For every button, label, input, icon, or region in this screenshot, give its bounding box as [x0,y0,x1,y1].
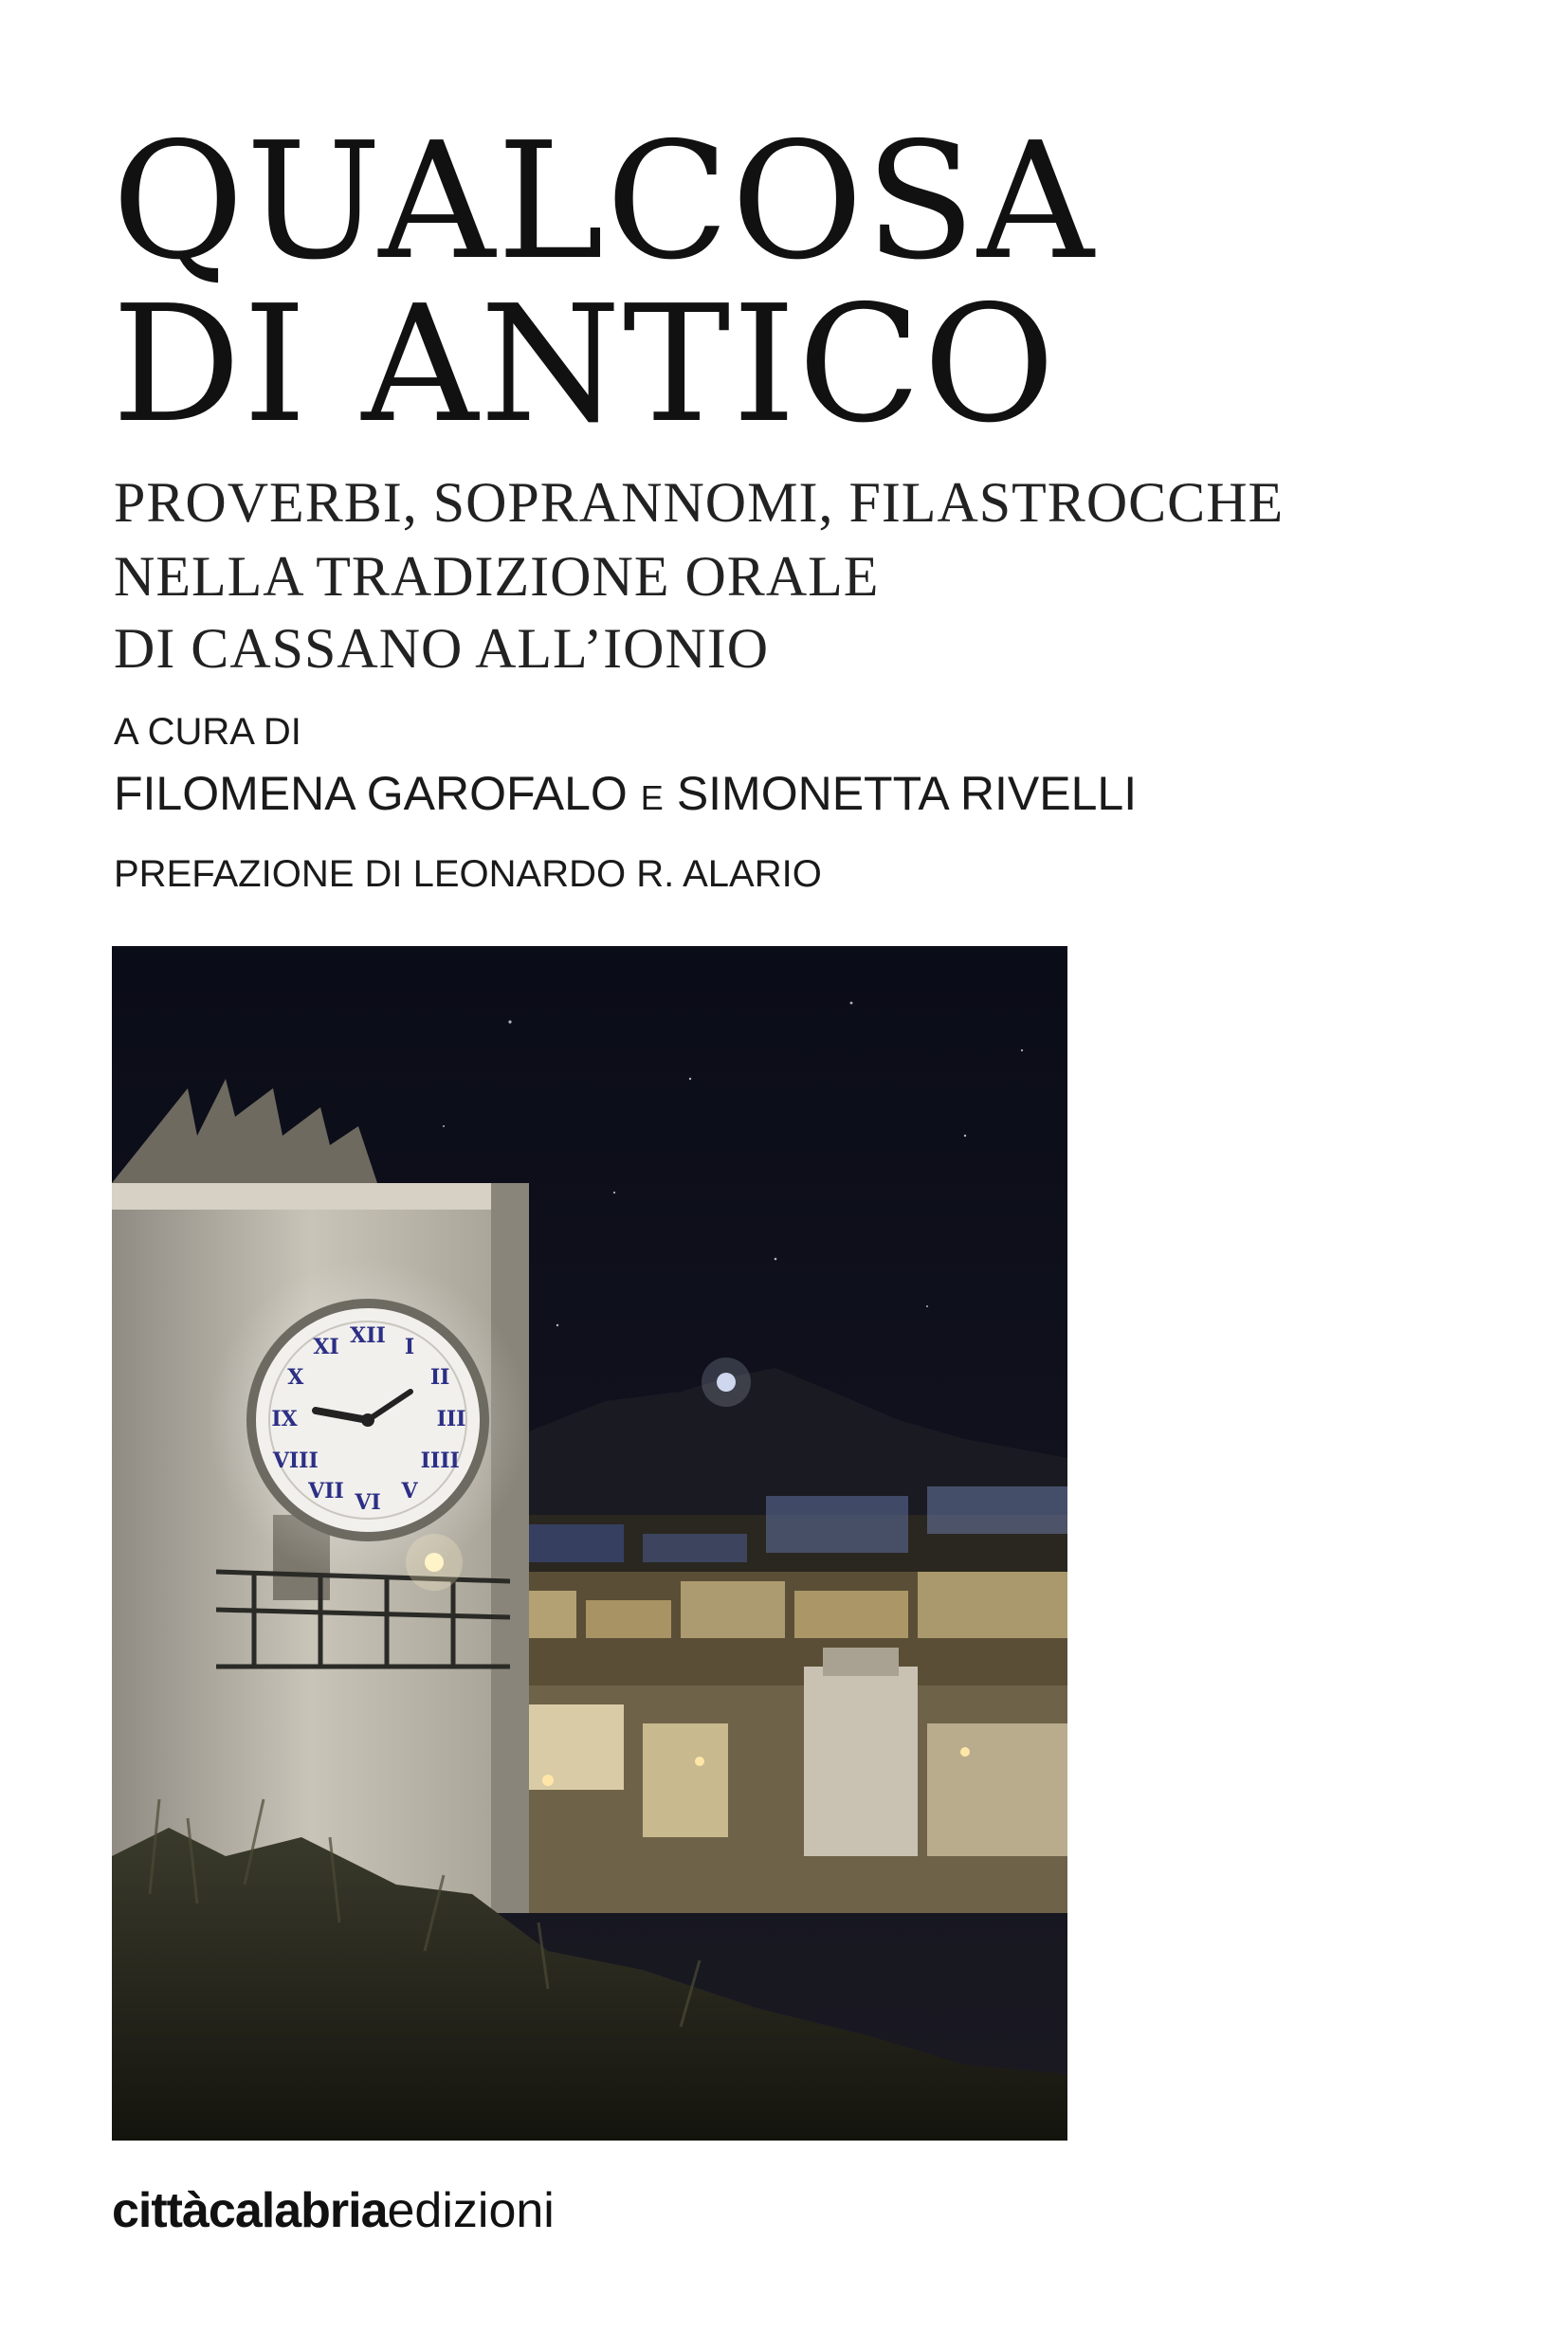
editors-label: A CURA DI [114,711,301,753]
book-title-line-1: QUALCOSA [112,108,1096,296]
clock-numeral-5: V [401,1479,418,1504]
clock-numeral-12: XII [350,1323,386,1348]
editor-name-1: FILOMENA GAROFALO [114,767,628,820]
clock-face [207,1259,529,1581]
editor-separator: E [640,778,664,817]
clock-numeral-7: VII [308,1479,344,1504]
subtitle-line-1: PROVERBI, SOPRANNOMI, FILASTROCCHE [114,471,1285,534]
preface-credit: PREFAZIONE DI LEONARDO R. ALARIO [114,853,822,895]
clock-numeral-3: III [436,1407,466,1431]
publisher-name-bold: cittàcalabria [112,2183,388,2238]
book-title-line-2: DI ANTICO [112,271,1057,459]
subtitle-line-3: DI CASSANO ALL’IONIO [114,617,770,680]
clock-numeral-4: IIII [420,1449,460,1473]
subtitle-line-2: NELLA TRADIZIONE ORALE [114,545,880,608]
editors-line [114,767,1138,820]
clock-numeral-2: II [429,1365,450,1390]
clock-numeral-11: XI [313,1334,339,1359]
publisher-name-light: edizioni [387,2183,555,2238]
publisher-logo [112,2183,555,2238]
clock-numeral-9: IX [271,1407,298,1431]
clock-numeral-10: X [287,1365,304,1390]
town-lights [491,1486,1067,1913]
clock-numeral-1: I [404,1334,415,1359]
cover-photo [112,946,1067,2141]
clock-numeral-6: VI [355,1490,381,1515]
clock-numeral-8: VIII [272,1449,319,1473]
editor-name-2: SIMONETTA RIVELLI [676,767,1138,820]
